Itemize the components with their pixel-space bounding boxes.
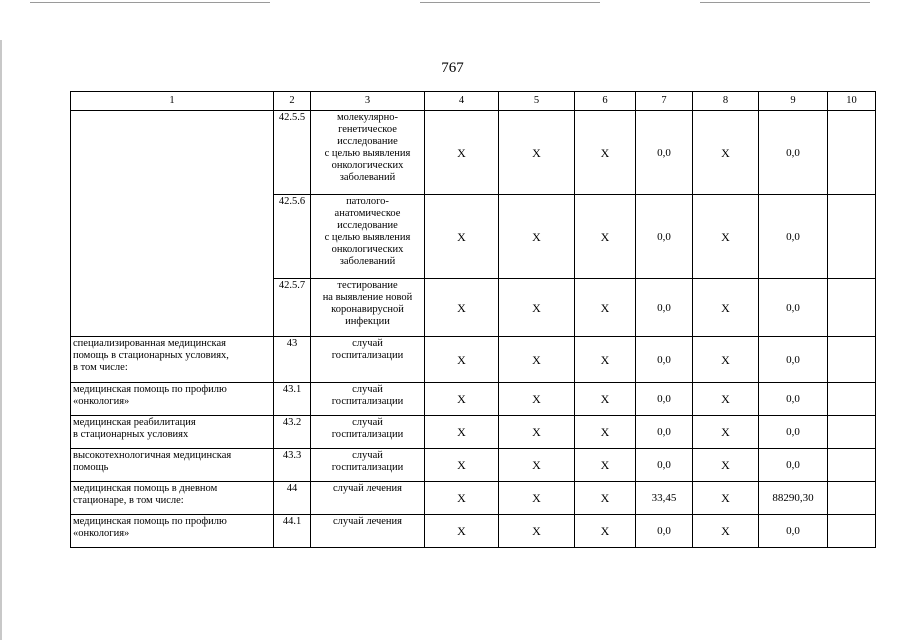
table-cell-col3: случай госпитализации bbox=[311, 449, 425, 482]
table-cell-col1: высокотехнологичная медицинская помощь bbox=[71, 449, 274, 482]
table-cell-col9: 0,0 bbox=[759, 195, 828, 279]
table-cell-col6: X bbox=[575, 195, 636, 279]
scan-artifact-line bbox=[30, 2, 270, 3]
table-cell-col7: 0,0 bbox=[636, 449, 693, 482]
table-cell-col3: случай госпитализации bbox=[311, 383, 425, 416]
table-cell-col2: 42.5.5 bbox=[274, 111, 311, 195]
table-cell-col10 bbox=[828, 279, 876, 337]
table-cell-col5: X bbox=[499, 111, 575, 195]
table-cell-col1: медицинская помощь в дневном стационаре, в том числе: bbox=[71, 482, 274, 515]
table-cell-col10 bbox=[828, 416, 876, 449]
table-cell-col5: X bbox=[499, 337, 575, 383]
table-cell-col4: X bbox=[425, 416, 499, 449]
table-cell-col10 bbox=[828, 515, 876, 548]
table-row bbox=[71, 416, 876, 449]
table-cell-col3: случай госпитализации bbox=[311, 337, 425, 383]
table-cell-col4: X bbox=[425, 279, 499, 337]
header-cell-4: 4 bbox=[425, 92, 499, 111]
table-cell-col8: X bbox=[693, 515, 759, 548]
scan-artifact-line bbox=[420, 2, 600, 3]
table-cell-col6: X bbox=[575, 482, 636, 515]
scan-artifact-line bbox=[700, 2, 870, 3]
table-cell-col5: X bbox=[499, 195, 575, 279]
table-cell-col9: 0,0 bbox=[759, 279, 828, 337]
table-cell-col7: 0,0 bbox=[636, 383, 693, 416]
table-cell-col3: случай лечения bbox=[311, 515, 425, 548]
table-cell-col1: медицинская помощь по профилю «онкология» bbox=[71, 383, 274, 416]
table-cell-col7: 33,45 bbox=[636, 482, 693, 515]
table-cell-col4: X bbox=[425, 515, 499, 548]
table-cell-col8: X bbox=[693, 416, 759, 449]
table-cell-col7: 0,0 bbox=[636, 195, 693, 279]
table-cell-col10 bbox=[828, 195, 876, 279]
table-cell-col2: 43 bbox=[274, 337, 311, 383]
table-cell-col6: X bbox=[575, 111, 636, 195]
scan-edge bbox=[0, 40, 2, 640]
page-number: 767 bbox=[441, 60, 464, 76]
table-cell-col4: X bbox=[425, 482, 499, 515]
table-cell-col9: 88290,30 bbox=[759, 482, 828, 515]
header-cell-8: 8 bbox=[693, 92, 759, 111]
table-cell-col2: 44 bbox=[274, 482, 311, 515]
table-cell-col2: 43.3 bbox=[274, 449, 311, 482]
table-cell-col4: X bbox=[425, 383, 499, 416]
table-cell-col8: X bbox=[693, 111, 759, 195]
table-cell-col5: X bbox=[499, 482, 575, 515]
table-cell-col5: X bbox=[499, 279, 575, 337]
table-cell-col3: случай лечения bbox=[311, 482, 425, 515]
table-cell-col8: X bbox=[693, 383, 759, 416]
table-cell-col8: X bbox=[693, 449, 759, 482]
table-row bbox=[71, 383, 876, 416]
table-cell-col8: X bbox=[693, 195, 759, 279]
table-row bbox=[71, 111, 876, 195]
table-cell-col2: 43.2 bbox=[274, 416, 311, 449]
table-cell-col9: 0,0 bbox=[759, 383, 828, 416]
table-cell-col1: медицинская помощь по профилю «онкология» bbox=[71, 515, 274, 548]
data-table bbox=[70, 91, 876, 548]
table-cell-col9: 0,0 bbox=[759, 337, 828, 383]
table-cell-col6: X bbox=[575, 337, 636, 383]
table-cell-col3: патолого- анатомическое исследование с целью выявления онкологических заболеваний bbox=[311, 195, 425, 279]
header-cell-2: 2 bbox=[274, 92, 311, 111]
table-row bbox=[71, 337, 876, 383]
table-cell-col7: 0,0 bbox=[636, 416, 693, 449]
table-cell-col2: 43.1 bbox=[274, 383, 311, 416]
table-cell-col6: X bbox=[575, 416, 636, 449]
table-cell-col8: X bbox=[693, 279, 759, 337]
header-row bbox=[71, 92, 876, 111]
header-cell-3: 3 bbox=[311, 92, 425, 111]
table-cell-col5: X bbox=[499, 449, 575, 482]
table-cell-col3: молекулярно- генетическое исследование с целью выявления онкологических заболеваний bbox=[311, 111, 425, 195]
table-cell-col7: 0,0 bbox=[636, 111, 693, 195]
table-cell-col9: 0,0 bbox=[759, 449, 828, 482]
table-cell-col4: X bbox=[425, 449, 499, 482]
header-cell-5: 5 bbox=[499, 92, 575, 111]
table-cell-col9: 0,0 bbox=[759, 416, 828, 449]
table-cell-col5: X bbox=[499, 416, 575, 449]
table-cell-col7: 0,0 bbox=[636, 279, 693, 337]
table-cell-col2: 42.5.6 bbox=[274, 195, 311, 279]
table-row bbox=[71, 515, 876, 548]
table-cell-col6: X bbox=[575, 279, 636, 337]
table-cell-col2: 42.5.7 bbox=[274, 279, 311, 337]
header-cell-7: 7 bbox=[636, 92, 693, 111]
header-cell-6: 6 bbox=[575, 92, 636, 111]
table-cell-col8: X bbox=[693, 337, 759, 383]
table-cell-col5: X bbox=[499, 515, 575, 548]
table-cell-col5: X bbox=[499, 383, 575, 416]
table-cell-col10 bbox=[828, 482, 876, 515]
table-row bbox=[71, 449, 876, 482]
table-cell-col1 bbox=[71, 111, 274, 337]
table-cell-col4: X bbox=[425, 195, 499, 279]
table-cell-col6: X bbox=[575, 449, 636, 482]
table-cell-col4: X bbox=[425, 111, 499, 195]
table-cell-col3: тестирование на выявление новой коронавирусной инфекции bbox=[311, 279, 425, 337]
table-cell-col2: 44.1 bbox=[274, 515, 311, 548]
table-cell-col1: медицинская реабилитация в стационарных условиях bbox=[71, 416, 274, 449]
table-cell-col10 bbox=[828, 111, 876, 195]
header-cell-1: 1 bbox=[71, 92, 274, 111]
header-cell-9: 9 bbox=[759, 92, 828, 111]
header-cell-10: 10 bbox=[828, 92, 876, 111]
table-row bbox=[71, 482, 876, 515]
table-cell-col7: 0,0 bbox=[636, 337, 693, 383]
table-cell-col10 bbox=[828, 337, 876, 383]
table-cell-col8: X bbox=[693, 482, 759, 515]
table-cell-col6: X bbox=[575, 383, 636, 416]
table-cell-col9: 0,0 bbox=[759, 111, 828, 195]
table-cell-col4: X bbox=[425, 337, 499, 383]
table-cell-col9: 0,0 bbox=[759, 515, 828, 548]
table-cell-col7: 0,0 bbox=[636, 515, 693, 548]
table-cell-col10 bbox=[828, 449, 876, 482]
table-cell-col10 bbox=[828, 383, 876, 416]
table-cell-col1: специализированная медицинская помощь в стационарных условиях, в том числе: bbox=[71, 337, 274, 383]
table-cell-col3: случай госпитализации bbox=[311, 416, 425, 449]
table-cell-col6: X bbox=[575, 515, 636, 548]
